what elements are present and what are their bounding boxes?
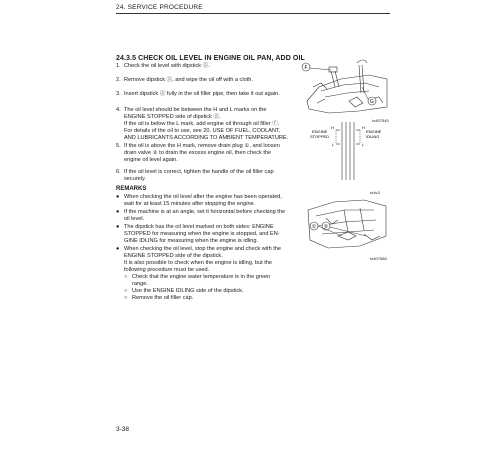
remark-text-line: If the machine is at an angle, set it horizontal before checking the (124, 209, 286, 215)
engine-stopped-label-1: ENGINE (312, 129, 328, 134)
l-mark-right: L (362, 143, 365, 147)
step-number: 3. (116, 91, 121, 97)
remarks-title: REMARKS (116, 186, 147, 192)
figure-code: to407586 (370, 256, 387, 261)
sub-text-line: Check that the engine water temperature is in the green (132, 274, 271, 280)
step-text-line: AND LUBRICANTS ACCORDING TO AMBIENT TEMPERATURE. (124, 134, 289, 141)
step-text-line: If the oil is above the H mark, remove drain plug ①, and loosen (124, 143, 280, 149)
l-mark-left: L (331, 143, 334, 147)
remark-text-line: When checking the oil level after the engine has been operated, (124, 194, 282, 200)
step-text-line: Check the oil level with dipstick ⓖ. (124, 63, 210, 69)
bullet-icon: ● (116, 224, 120, 230)
remark-text-line: following procedure must be used. (124, 266, 210, 273)
figure-code: to407545 (372, 118, 389, 123)
step-text-line: If the oil is below the L mark, add engine oil through oil filler ⓕ. (124, 120, 280, 127)
remark-text-line: ENGINE STOPPED side of the dipstick. (124, 252, 223, 259)
step-text-line: engine oil level again. (124, 156, 178, 163)
step-3 (116, 91, 306, 98)
remark-text-line: oil level. (124, 215, 145, 222)
circle-bullet-icon: ○ (124, 274, 128, 280)
step-text-line: Remove dipstick ⓖ, and wipe the oil off with a cloth. (124, 77, 253, 83)
bullet-icon: ● (116, 246, 120, 252)
remark-item (116, 224, 306, 245)
remark-text-line: wait for at least 15 minutes after stopping the engine. (124, 200, 256, 207)
bullet-icon: ● (116, 209, 120, 215)
drain-plug-figure (304, 196, 390, 254)
step-text-line: ENGINE STOPPED side of dipstick ⓖ. (124, 113, 221, 120)
circle-bullet-icon: ○ (124, 288, 128, 294)
figure-code: to4v3 (370, 190, 380, 195)
step-text-line: Insert dipstick ⓖ fully in the oil filler pipe, then take it out again. (124, 91, 280, 97)
section-header: 24. SERVICE PROCEDURE (116, 4, 203, 11)
sub-text-line: Use the ENGINE IDLING side of the dipstick. (132, 288, 244, 294)
step-text-line: securely. (124, 175, 146, 182)
step-5 (116, 143, 306, 164)
engine-idling-label-1: ENGINE (366, 129, 382, 134)
sub-item (124, 274, 304, 288)
step-number: 6. (116, 169, 121, 175)
bullet-icon: ● (116, 194, 120, 200)
step-text-line: drain valve ② to drain the excess engine oil, then check the (124, 149, 272, 156)
step-number: 4. (116, 107, 121, 113)
step-4 (116, 107, 306, 142)
circle-bullet-icon: ○ (124, 295, 128, 301)
callout-g-label: G (370, 99, 374, 105)
engine-stopped-label-2: STOPPED (310, 134, 330, 139)
page-number: 3-38 (116, 426, 130, 433)
remark-text-line: When checking the oil level, stop the engine and check with the (124, 246, 282, 252)
header-divider (116, 13, 390, 14)
step-1 (116, 63, 306, 70)
remark-item (116, 194, 306, 208)
remark-text-line: The dipstick has the oil level marked on both sides: ENGINE (124, 224, 274, 230)
dipstick-marks-figure (306, 120, 390, 186)
h-mark-right: H (362, 126, 365, 130)
step-text-line: For details of the oil to use, see 20. USE OF FUEL, COOLANT, (124, 127, 281, 134)
sub-item (124, 288, 304, 295)
engine-oil-filler-figure (299, 57, 391, 115)
remark-text-line: It is also possible to check when the engine is idling, but the (124, 259, 273, 266)
step-number: 5. (116, 143, 121, 149)
h-mark-left: H (331, 126, 334, 130)
section-title: 24.3.5 CHECK OIL LEVEL IN ENGINE OIL PAN, ADD OIL (116, 55, 305, 62)
remark-text-line: STOPPED for measuring when the engine is stopped, and EN- (124, 230, 280, 237)
step-2 (116, 77, 306, 84)
remark-item (116, 209, 306, 223)
step-text-line: If the oil level is correct, tighten the handle of the oil filler cap (124, 169, 274, 175)
callout-f-label: F (304, 65, 308, 71)
remark-item (116, 246, 306, 274)
sub-text-line: Remove the oil filler cap. (132, 295, 194, 301)
callout-1-label: ① (311, 224, 317, 230)
remark-text-line: GINE IDLING for measuring when the engine is idling. (124, 237, 259, 244)
step-6 (116, 169, 306, 183)
callout-2-label: ② (323, 224, 329, 230)
engine-idling-label-2: IDLING (366, 134, 380, 139)
sub-text-line: range. (132, 280, 148, 287)
sub-item (124, 295, 304, 302)
step-number: 2. (116, 77, 121, 83)
step-number: 1. (116, 63, 121, 69)
step-text-line: The oil level should be between the H and L marks on the (124, 107, 267, 113)
